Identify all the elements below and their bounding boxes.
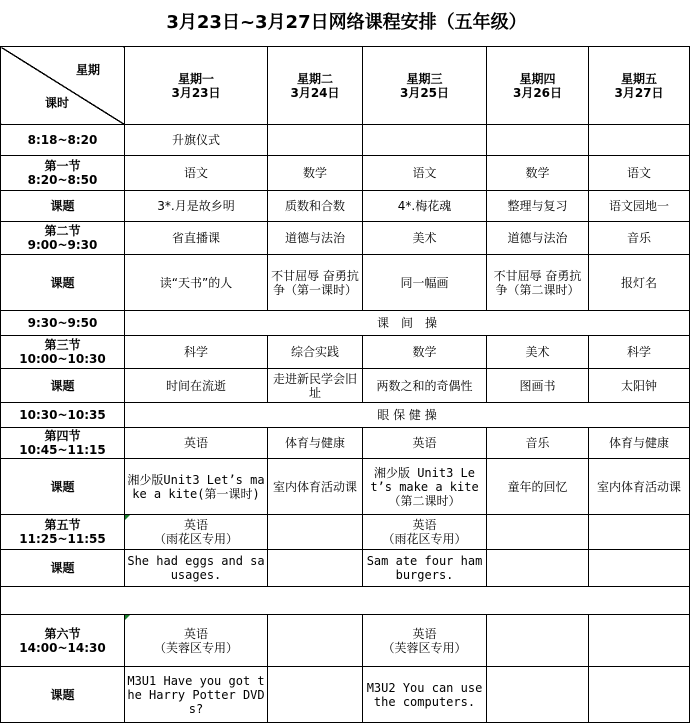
period-label: 第二节: [44, 224, 81, 238]
day-date: 3月23日: [171, 85, 221, 100]
topic-cell: 4*.梅花魂: [363, 191, 487, 222]
subject-cell: [363, 615, 487, 667]
subject-cell: [125, 515, 268, 550]
topic-cell: 读“天书”的人: [125, 255, 268, 311]
period-6-row: [1, 615, 690, 667]
cell-marker-icon: [125, 615, 130, 620]
day-header-wed: [363, 47, 487, 125]
break-cell: 眼 保 健 操: [125, 403, 690, 428]
subject-note: （芙蓉区专用）: [382, 640, 467, 655]
empty-cell: [268, 515, 363, 550]
page-title: 3月23日~3月27日网络课程安排（五年级）: [166, 12, 527, 33]
topic-cell: 语文园地一: [589, 191, 690, 222]
empty-cell: [268, 667, 363, 723]
period-5-row: [1, 515, 690, 550]
period-3-topic-row: [1, 369, 690, 403]
day-header-fri: [589, 47, 690, 125]
period-label: 第三节: [44, 338, 81, 352]
topic-cell: M3U2 You can use the computers.: [363, 667, 487, 723]
header-row: [1, 47, 690, 125]
subject-name: 英语: [183, 626, 208, 641]
day-header-thu: [487, 47, 589, 125]
period-time: 10:00~10:30: [19, 352, 106, 366]
topic-cell: 太阳钟: [589, 369, 690, 403]
topic-cell: 湘少版 Unit3 Let’s make a kite（第二课时）: [363, 459, 487, 515]
subject-cell: 数学: [268, 156, 363, 191]
subject-cell: 语文: [589, 156, 690, 191]
empty-cell: [268, 125, 363, 156]
subject-cell: 英语: [125, 428, 268, 459]
topic-cell: 走进新民学会旧址: [268, 369, 363, 403]
empty-cell: [363, 125, 487, 156]
period-time: 10:45~11:15: [19, 443, 106, 457]
subject-note: （雨花区专用）: [153, 532, 238, 546]
ceremony-row: [1, 125, 690, 156]
day-name: 星期五: [620, 71, 657, 86]
period-label: 第五节: [44, 518, 81, 532]
topic-label-cell: 课题: [1, 459, 125, 515]
subject-cell: 数学: [487, 156, 589, 191]
topic-cell: Sam ate four hamburgers.: [363, 550, 487, 587]
day-name: 星期二: [296, 71, 333, 86]
subject-cell: 综合实践: [268, 336, 363, 369]
subject-note: （芙蓉区专用）: [153, 640, 238, 655]
topic-cell: 湘少版Unit3 Let’s make a kite(第一课时): [125, 459, 268, 515]
day-date: 3月25日: [399, 85, 450, 100]
empty-cell: [268, 615, 363, 667]
period-1-topic-row: [1, 191, 690, 222]
topic-cell: 图画书: [487, 369, 589, 403]
topic-cell: 同一幅画: [363, 255, 487, 311]
time-cell: 9:30~9:50: [1, 311, 125, 336]
period-time: 9:00~9:30: [27, 238, 98, 252]
subject-cell: 科学: [589, 336, 690, 369]
period-label-cell: [1, 222, 125, 255]
day-header-tue: [268, 47, 363, 125]
empty-cell: [589, 615, 690, 667]
empty-cell: [268, 550, 363, 587]
empty-cell: [487, 550, 589, 587]
subject-name: 英语: [183, 518, 208, 532]
day-name: 星期四: [519, 71, 556, 86]
empty-cell: [487, 615, 589, 667]
topic-cell: 室内体育活动课: [268, 459, 363, 515]
schedule-table: [0, 46, 690, 723]
period-label-cell: [1, 336, 125, 369]
cell-marker-icon: [125, 515, 130, 520]
time-cell: 10:30~10:35: [1, 403, 125, 428]
day-date: 3月26日: [512, 85, 563, 100]
spacer-cell: [1, 587, 690, 615]
topic-label-cell: 课题: [1, 191, 125, 222]
day-date: 3月24日: [290, 85, 340, 100]
spacer-row: [1, 587, 690, 615]
subject-cell: 道德与法治: [268, 222, 363, 255]
period-label-cell: [1, 515, 125, 550]
topic-cell: 报灯名: [589, 255, 690, 311]
subject-cell: 英语: [363, 428, 487, 459]
empty-cell: [589, 125, 690, 156]
subject-cell: 省直播课: [125, 222, 268, 255]
subject-cell: 体育与健康: [268, 428, 363, 459]
topic-cell: 不甘屈辱 奋勇抗争（第一课时）: [268, 255, 363, 311]
topic-cell: 3*.月是故乡明: [125, 191, 268, 222]
period-time: 14:00~14:30: [19, 640, 106, 655]
subject-cell: 数学: [363, 336, 487, 369]
subject-cell: [125, 615, 268, 667]
period-2-topic-row: [1, 255, 690, 311]
subject-name: 英语: [412, 518, 437, 532]
eye-exercise-row: [1, 403, 690, 428]
topic-cell: 时间在流逝: [125, 369, 268, 403]
topic-cell: 不甘屈辱 奋勇抗争（第二课时）: [487, 255, 589, 311]
day-name: 星期三: [406, 71, 443, 86]
day-date: 3月27日: [614, 85, 664, 100]
topic-label-cell: 课题: [1, 369, 125, 403]
period-4-row: [1, 428, 690, 459]
day-name: 星期一: [177, 71, 214, 86]
period-time: 11:25~11:55: [19, 532, 106, 546]
subject-name: 英语: [412, 626, 437, 641]
period-label: 第四节: [44, 429, 81, 443]
time-cell: 8:18~8:20: [1, 125, 125, 156]
empty-cell: [487, 125, 589, 156]
subject-cell: 语文: [125, 156, 268, 191]
period-label-cell: [1, 615, 125, 667]
topic-cell: 室内体育活动课: [589, 459, 690, 515]
day-header-mon: [125, 47, 268, 125]
topic-cell: 质数和合数: [268, 191, 363, 222]
empty-cell: [589, 667, 690, 723]
ceremony-cell: 升旗仪式: [125, 125, 268, 156]
topic-cell: 整理与复习: [487, 191, 589, 222]
subject-cell: 美术: [363, 222, 487, 255]
period-6-topic-row: [1, 667, 690, 723]
corner-period-label: 课时: [45, 96, 70, 110]
subject-cell: 音乐: [589, 222, 690, 255]
subject-cell: 语文: [363, 156, 487, 191]
topic-label-cell: 课题: [1, 255, 125, 311]
break-cell: 课 间 操: [125, 311, 690, 336]
subject-cell: 体育与健康: [589, 428, 690, 459]
subject-cell: 美术: [487, 336, 589, 369]
empty-cell: [487, 515, 589, 550]
subject-cell: 科学: [125, 336, 268, 369]
topic-cell: 两数之和的奇偶性: [363, 369, 487, 403]
period-label-cell: [1, 428, 125, 459]
period-label: 第六节: [44, 626, 81, 641]
period-1-row: [1, 156, 690, 191]
subject-cell: [363, 515, 487, 550]
corner-cell: [1, 47, 125, 125]
topic-label-cell: 课题: [1, 667, 125, 723]
empty-cell: [589, 515, 690, 550]
period-4-topic-row: [1, 459, 690, 515]
subject-cell: 道德与法治: [487, 222, 589, 255]
break-exercise-row: [1, 311, 690, 336]
empty-cell: [589, 550, 690, 587]
corner-weekday-label: 星期: [75, 63, 100, 77]
empty-cell: [487, 667, 589, 723]
period-label: 第一节: [44, 159, 81, 173]
subject-note: （雨花区专用）: [382, 532, 467, 546]
topic-label-cell: 课题: [1, 550, 125, 587]
topic-cell: M3U1 Have you got the Harry Potter DVDs?: [125, 667, 268, 723]
topic-cell: 童年的回忆: [487, 459, 589, 515]
period-time: 8:20~8:50: [27, 173, 98, 187]
period-label-cell: [1, 156, 125, 191]
period-5-topic-row: [1, 550, 690, 587]
subject-cell: 音乐: [487, 428, 589, 459]
topic-cell: She had eggs and sausages.: [125, 550, 268, 587]
period-2-row: [1, 222, 690, 255]
period-3-row: [1, 336, 690, 369]
